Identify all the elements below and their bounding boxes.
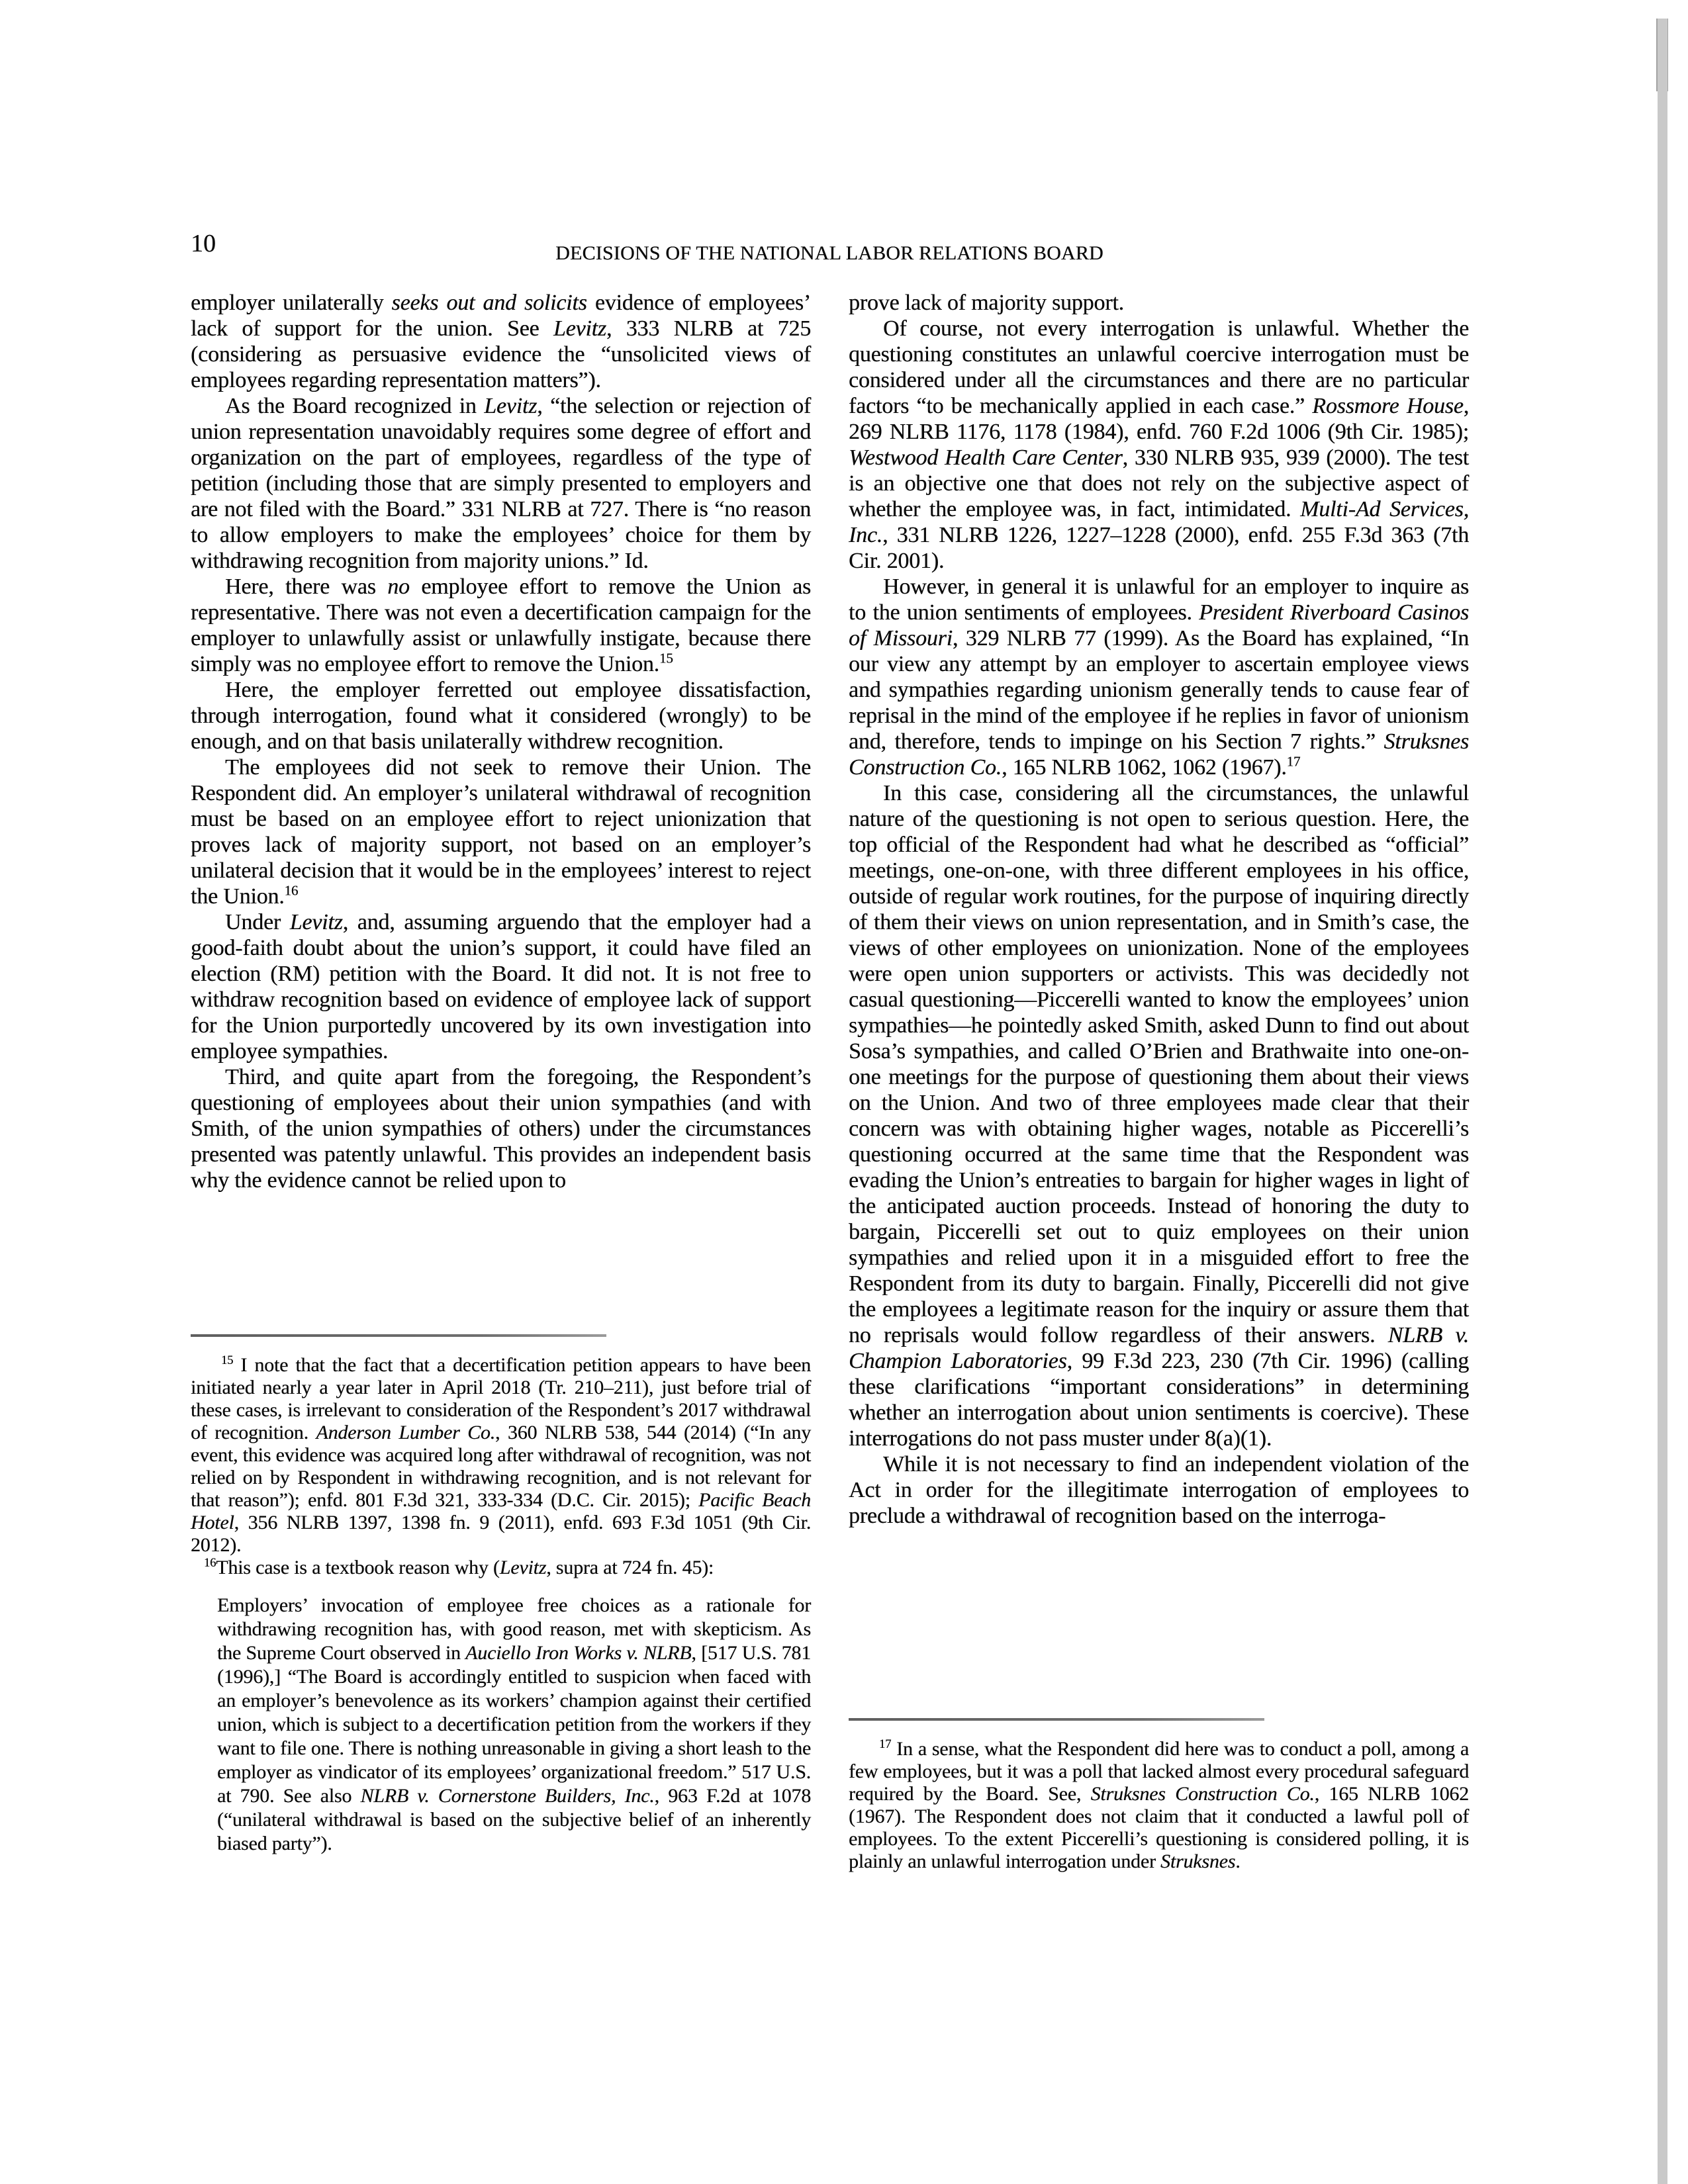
page-number: 10 bbox=[191, 230, 216, 257]
body-paragraph: Of course, not every interrogation is unlawful. Whether the questioning constitutes an unlawful coercive interrogation must be considered under all the circumstances and there are no particular factors “to be mechanically applied in each case.” Rossmore House, 269 NLRB 1176, 1178 (1984), enfd. 760 F.2d 1006 (9th Cir. 1985); Westwood Health Care Center, 330 NLRB 935, 939 (2000). The test is an objective one that does not rely on the subjective aspect of whether the employee was, in fact, intimidated. Multi-Ad Services, Inc., 331 NLRB 1226, 1227–1228 (2000), enfd. 255 F.3d 363 (7th Cir. 2001). bbox=[849, 316, 1470, 573]
body-paragraph: prove lack of majority support. bbox=[849, 291, 1124, 315]
body-paragraph: However, in general it is unlawful for an employer to inquire as to the union sentiments of employees. President Riverboard Casinos of Missouri, 329 NLRB 77 (1999). As the Board has explained, “In our view any attempt by an employer to ascertain employee views and sympathies regarding unionism generally tends to cause fear of reprisal in the mind of the employee if he replies in favor of unionism and, therefore, tends to impinge on his Section 7 rights.” Struksnes Construction Co., 165 NLRB 1062, 1062 (1967).$^{17}$ bbox=[849, 574, 1469, 780]
right-footnotes bbox=[849, 1718, 1469, 1873]
body-paragraph: Here, the employer ferretted out employee dissatisfaction, through interrogation, found what it considered (wrongly) to be enough, and on that basis unilaterally withdrew recognition. bbox=[191, 678, 811, 754]
right-column bbox=[849, 290, 1469, 1529]
footnote-17: $^{17}$ In a sense, what the Respondent did here was to conduct a poll, among a few employees, but it was a poll that lacked almost every procedural safeguard required by the Board. See, Struksnes Construction Co., 165 NLRB 1062 (1967). The Respondent does not claim that it conducted a lawful poll of employees. To the extent Piccerelli’s questioning is considered polling, it is plainly an unlawful interrogation under Struksnes. bbox=[849, 1737, 1469, 1872]
body-paragraph: Third, and quite apart from the foregoing, the Respondent’s questioning of employees about their union sympathies (and with Smith, of the union sympathies of others) under the circumstances presented was patently unlawful. This provides an independent basis why the evidence cannot be relied upon to bbox=[191, 1065, 811, 1193]
body-paragraph: Here, there was no employee effort to remove the Union as representative. There was not even a decertification campaign for the employer to unlawfully assist or unlawfully instigate, because there simply was no employee effort to remove the Union.$^{15}$ bbox=[191, 574, 812, 676]
footnote-15: $^{15}$ I note that the fact that a decertification petition appears to have been initiated nearly a year later in April 2018 (Tr. 210–211), just before trial of these cases, is irrelevant to consideration of the Respondent’s 2017 withdrawal of recognition. Anderson Lumber Co., 360 NLRB 538, 544 (2014) (“In any event, this evidence was acquired long after withdrawal of recognition, was not relied on by Respondent in withdrawing recognition, and is not relevant for that reason”); enfd. 801 F.3d 321, 333-334 (D.C. Cir. 2015); Pacific Beach Hotel, 356 NLRB 1397, 1398 fn. 9 (2011), enfd. 693 F.3d 1051 (9th Cir. 2012). bbox=[191, 1353, 811, 1556]
footnote-separator bbox=[191, 1334, 606, 1337]
body-paragraph: As the Board recognized in Levitz, “the selection or rejection of union representation unavoidably requires some degree of effort and organization on the part of employees, regardless of the type of petition (including those that are simply presented to employers and are not filed with the Board.” 331 NLRB at 727. There is “no reason to allow employers to make the employees’ choice for them by withdrawing recognition from majority unions.” Id. bbox=[191, 394, 812, 573]
body-paragraph: In this case, considering all the circumstances, the unlawful nature of the questioning is not open to serious question. Here, the top official of the Respondent had what he described as “official” meetings, one-on-one, with three different employees in his office, outside of regular work routines, for the purpose of inquiring directly of them their views on union representation, and in Smith’s case, the views of other employees on unionization. None of the employees were open union supporters or activists. This was decidedly not casual questioning—Piccerelli wanted to know the employees’ union sympathies—he pointedly asked Smith, asked Dunn to find out about Sosa’s sympathies, and called O’Brien and Brathwaite into one-on-one meetings for the purpose of questioning them about their views on the Union. And two of three employees made clear that their concern was with obtaining higher wages, notable as Piccerelli’s questioning occurred at the same time that the Respondent was evading the Union’s entreaties to bargain for higher wages in light of the anticipated auction proceeds. Instead of honoring the duty to bargain, Piccerelli set out to quiz employees on their union sympathies and relied upon it in a misguided effort to free the Respondent from its duty to bargain. Finally, Piccerelli did not give the employees a legitimate reason for the inquiry or assure them that no reprisals would follow regardless of their answers. NLRB v. Champion Laboratories, 99 F.3d 223, 230 (7th Cir. 1996) (calling these clarifications “important considerations” in determining whether an interrogation about union sentiments is coercive). These interrogations do not pass muster under 8(a)(1). bbox=[849, 781, 1469, 1451]
body-paragraph: employer unilaterally seeks out and solicits evidence of employees’ lack of support for the union. See Levitz, 333 NLRB at 725 (considering as persuasive evidence the “unsolicited views of employees regarding representation matters”). bbox=[191, 291, 811, 392]
running-head: DECISIONS OF THE NATIONAL LABOR RELATIONS BOARD bbox=[555, 242, 1103, 264]
left-footnotes bbox=[191, 1334, 811, 1856]
footnote-separator bbox=[849, 1718, 1264, 1721]
body-paragraph: Under Levitz, and, assuming arguendo that the employer had a good-faith doubt about the union’s support, it could have filed an election (RM) petition with the Board. It did not. It is not free to withdraw recognition based on evidence of employee lack of support for the Union purportedly uncovered by its own investigation into employee sympathies. bbox=[191, 910, 811, 1064]
footnote-16-blockquote: Employers’ invocation of employee free choices as a rationale for withdrawing recognition has, with good reason, met with skepticism. As the Supreme Court observed in Auciello Iron Works v. NLRB, [517 U.S. 781 (1996),] “The Board is accordingly entitled to suspicion when faced with an employer’s benevolence as its workers’ champion against their certified union, which is subject to a decertification petition from the workers if they want to file one. There is nothing unreasonable in giving a short leash to the employer as vindicator of its employees’ organizational freedom.” 517 U.S. at 790. See also NLRB v. Cornerstone Builders, Inc., 963 F.2d at 1078 (“unilateral withdrawal is based on the subjective belief of an inherently biased party”). bbox=[217, 1594, 811, 1854]
scan-artifact-line bbox=[1658, 19, 1667, 2184]
left-column bbox=[191, 290, 811, 1193]
body-paragraph: While it is not necessary to find an independent violation of the Act in order for the illegitimate interrogation of employees to preclude a withdrawal of recognition based on the interroga- bbox=[849, 1452, 1469, 1528]
body-paragraph: The employees did not seek to remove their Union. The Respondent did. An employer’s unilateral withdrawal of recognition must be based on an employee effort to reject unionization that proves lack of majority support, not based on an employer’s unilateral decision that it would be in the employees’ interest to reject the Union.$^{16}$ bbox=[191, 755, 811, 909]
footnote-16-intro: $^{16}$This case is a textbook reason why (Levitz, supra at 724 fn. 45): bbox=[204, 1556, 714, 1578]
